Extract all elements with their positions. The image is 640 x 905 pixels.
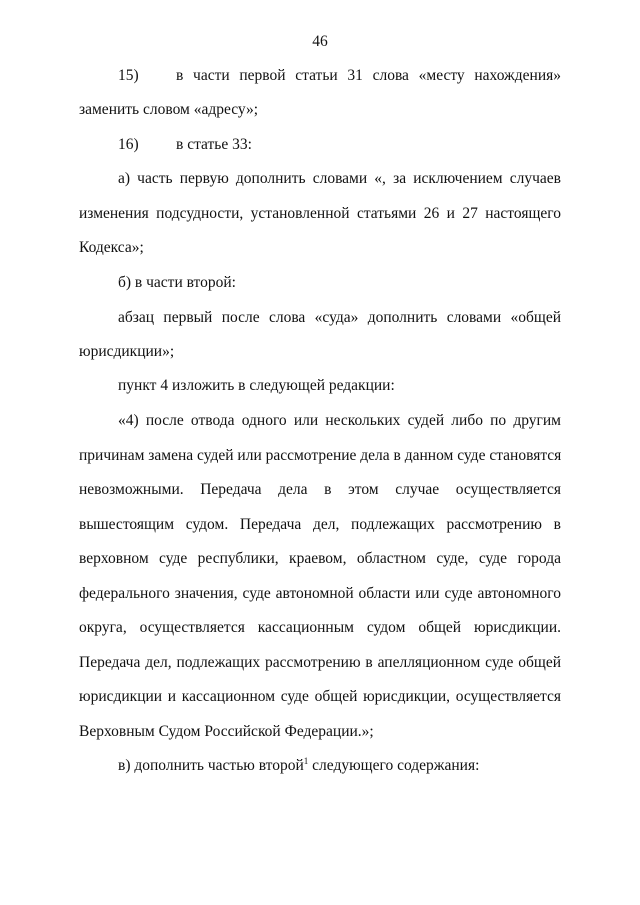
quote-line-6: федерального значения, суде автономной области или суде автономного xyxy=(79,585,561,602)
quote-line-9: юрисдикции и кассационном суде общей юрисдикции, осуществляется xyxy=(79,688,561,705)
item-16-number: 16) xyxy=(118,136,139,153)
point-v-text-before: в) дополнить частью второй xyxy=(118,757,304,774)
point-a-line-2: изменения подсудности, установленной статьями 26 и 27 настоящего xyxy=(79,205,561,222)
quote-line-4: вышестоящим судом. Передача дел, подлежащих рассмотрению в xyxy=(79,516,561,533)
item-15-text-line-1: в части первой статьи 31 слова «месту нахождения» xyxy=(176,67,561,84)
point-v-text-after: следующего содержания: xyxy=(308,757,480,774)
point-v-superscript: 1 xyxy=(303,756,309,766)
item-15-line-1 xyxy=(118,67,176,85)
item-15-text-line-2: заменить словом «адресу»; xyxy=(79,101,259,118)
point-v-line xyxy=(118,757,479,775)
paragraph-1-line-2: юрисдикции»; xyxy=(79,343,175,360)
item-15-number: 15) xyxy=(118,67,139,84)
paragraph-1-line-1: абзац первый после слова «суда» дополнить словами «общей xyxy=(118,309,561,326)
quote-line-10: Верховным Судом Российской Федерации.»; xyxy=(79,723,374,740)
quote-line-5: верховном суде республики, краевом, областном суде, суде города xyxy=(79,550,561,567)
quote-line-3: невозможными. Передача дела в этом случае осуществляется xyxy=(79,481,561,498)
item-16-line xyxy=(118,136,252,154)
point-a-line-1: а) часть первую дополнить словами «, за исключением случаев xyxy=(118,170,561,187)
item-16-text: в статье 33: xyxy=(176,136,252,153)
point-a-line-3: Кодекса»; xyxy=(79,239,144,256)
page-number: 46 xyxy=(312,33,328,50)
quote-line-1: «4) после отвода одного или нескольких судей либо по другим xyxy=(118,412,561,429)
quote-line-7: округа, осуществляется кассационным судом общей юрисдикции. xyxy=(79,619,561,636)
quote-line-2: причинам замена судей или рассмотрение дела в данном суде становятся xyxy=(79,447,562,464)
quote-line-8: Передача дел, подлежащих рассмотрению в апелляционном суде общей xyxy=(79,654,561,671)
point-b-line: б) в части второй: xyxy=(118,274,236,291)
point-4-intro: пункт 4 изложить в следующей редакции: xyxy=(118,377,395,394)
